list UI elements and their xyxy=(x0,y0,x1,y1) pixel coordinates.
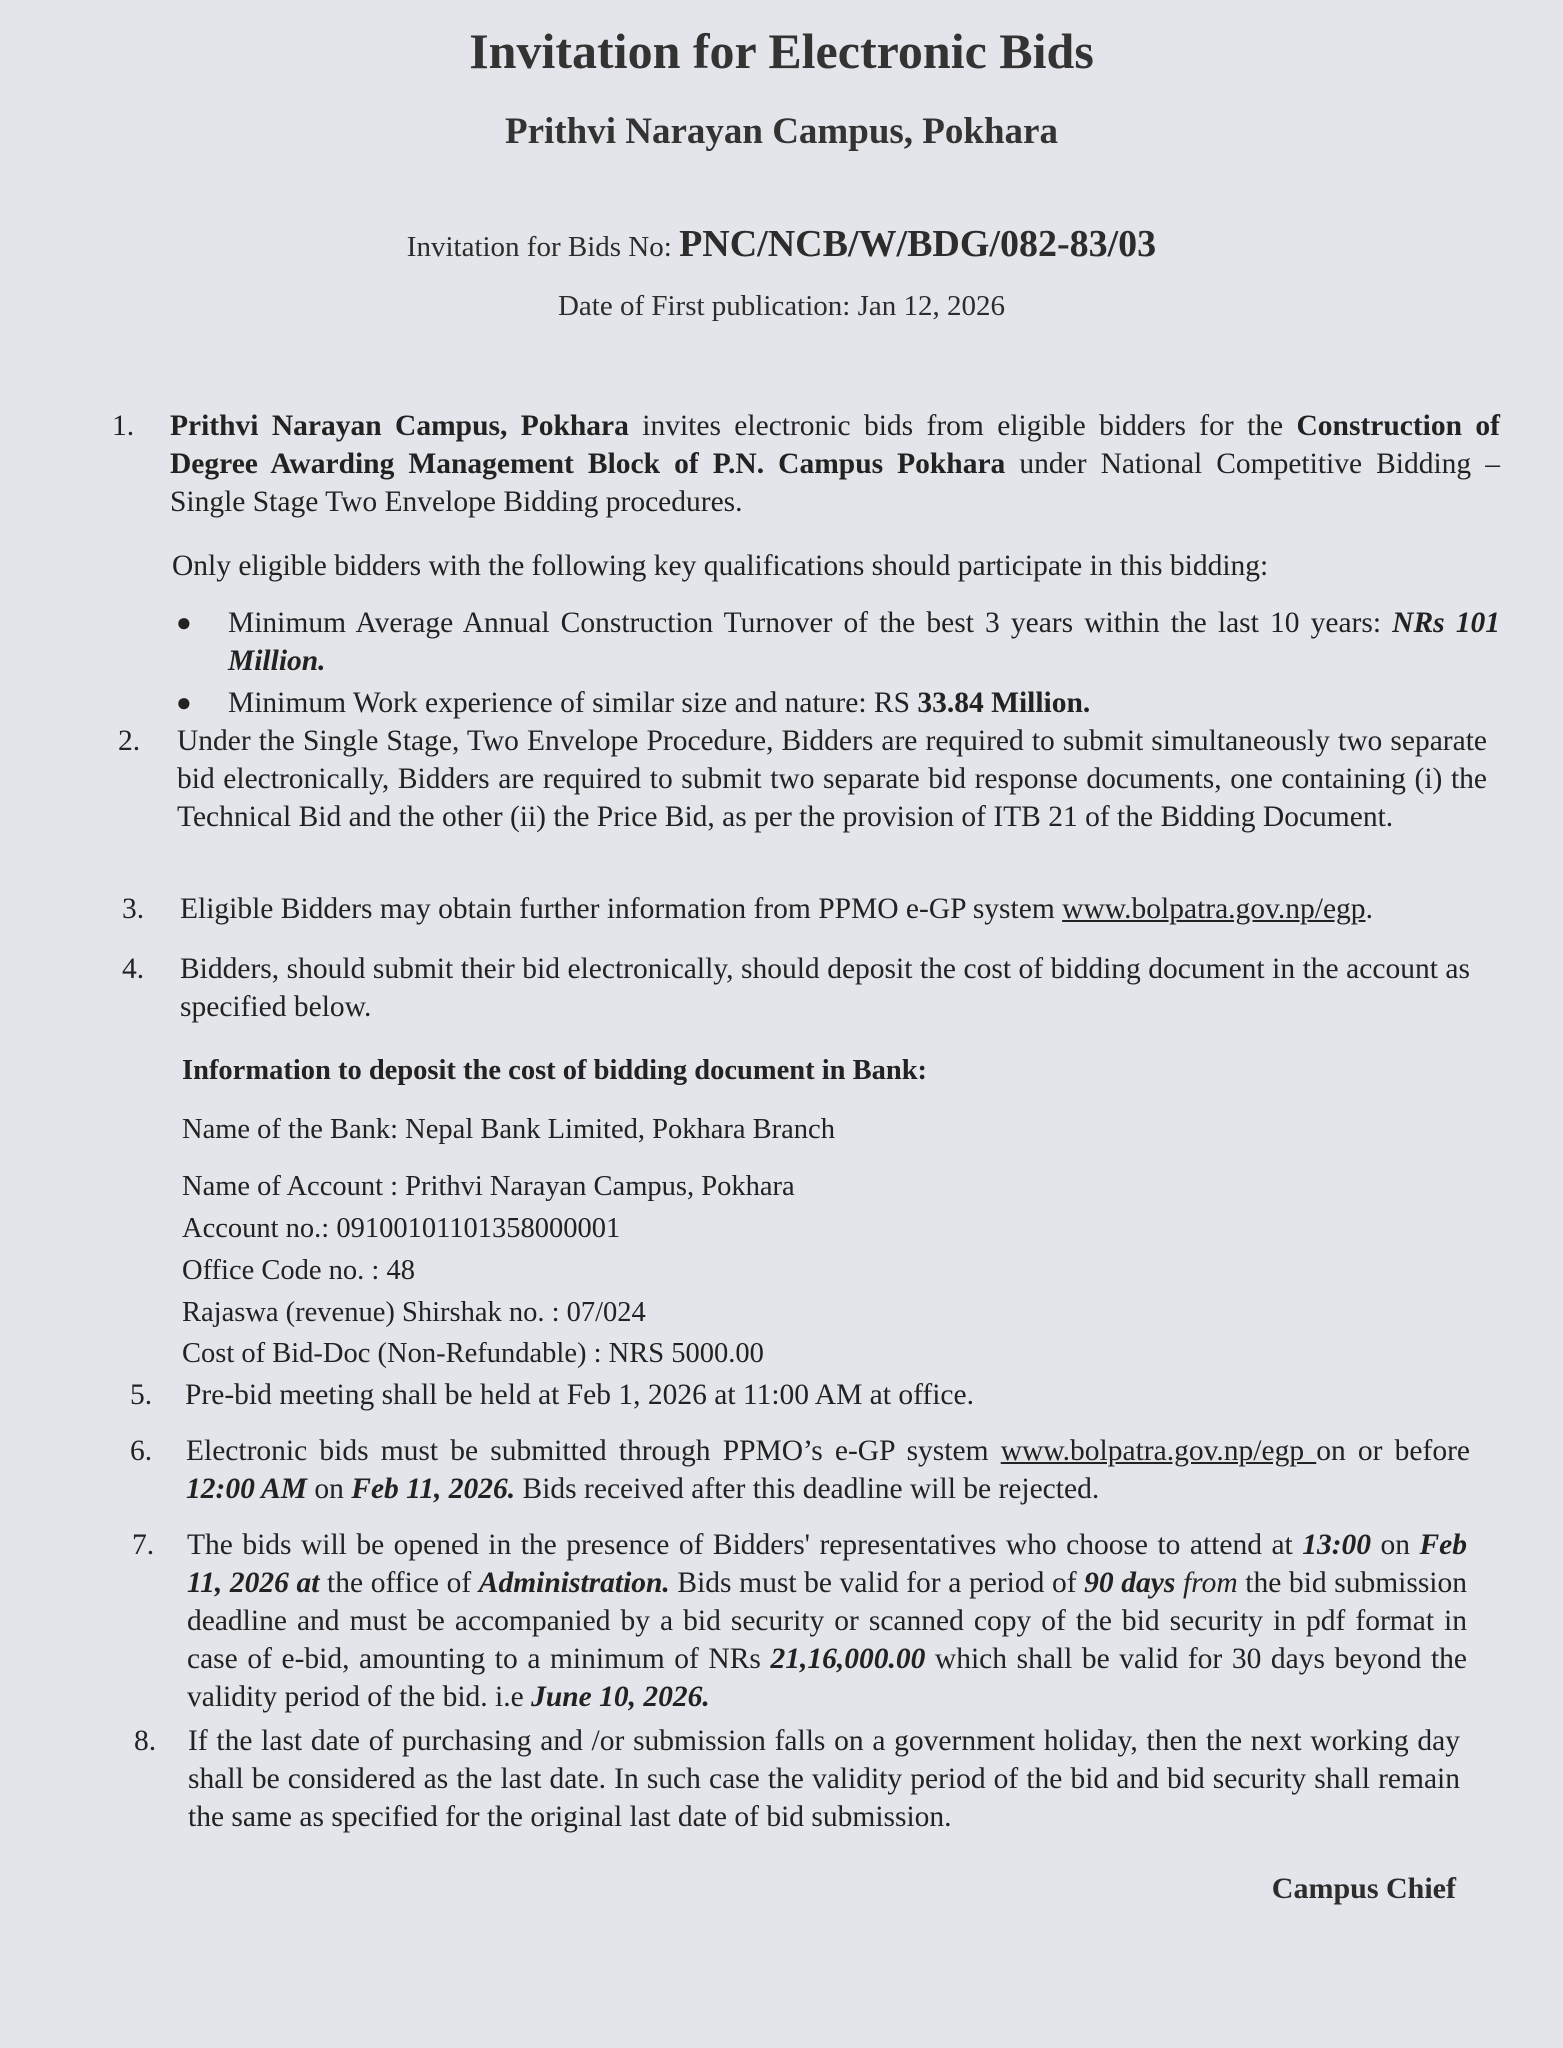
item-6-part: Electronic bids must be submitted through PPMO’s e-GP system xyxy=(186,1435,1001,1467)
signatory: Campus Chief xyxy=(1271,1872,1456,1905)
bid-number-label: Invitation for Bids No: xyxy=(406,231,680,263)
project-name: Construction of Degree Awarding Management Block of P.N. Campus Pokhara xyxy=(170,410,1500,480)
item-1-part: invites electronic bids from eligible bidders for the xyxy=(628,410,1297,442)
item-number: 8. xyxy=(134,1725,157,1757)
item-3-text xyxy=(180,890,1490,928)
validity-days: 90 days xyxy=(1084,1567,1176,1599)
campus-name: Prithvi Narayan Campus, Pokhara xyxy=(170,410,629,442)
opening-office: Administration. xyxy=(478,1567,670,1599)
item-6-text xyxy=(186,1432,1470,1508)
item-6-part: on or before xyxy=(1316,1435,1470,1467)
deadline-date: Feb 11, 2026. xyxy=(351,1473,516,1505)
item-2-text: Under the Single Stage, Two Envelope Procedure, Bidders are required to submit simultaneously two separate bid electronically, Bidders are required to submit two separate bid response documents, one containing (i) the Technical Bid and the other (ii) the Price Bid, as per the provision of ITB 21 of the Bidding Document. xyxy=(177,725,1487,833)
account-name: Name of Account : Prithvi Narayan Campus, Pokhara xyxy=(182,1171,795,1202)
qualification-intro: Only eligible bidders with the following key qualifications should participate in this bidding: xyxy=(172,550,1269,582)
item-7-part: the bid submission deadline and must be accompanied by a bid security or scanned copy of the bid security in pdf format in case of e-bid, amounting to a minimum of NRs xyxy=(187,1567,1468,1675)
bid-doc-cost: Cost of Bid-Doc (Non-Refundable) : NRS 5000.00 xyxy=(182,1338,764,1369)
bank-info-heading: Information to deposit the cost of bidding document in Bank: xyxy=(182,1055,928,1086)
item-6-part: on xyxy=(307,1473,352,1505)
item-1-text xyxy=(170,407,1500,521)
qualification-experience xyxy=(228,684,1500,722)
bid-security-amount: 21,16,000.00 xyxy=(770,1643,926,1675)
bullet-icon: ● xyxy=(176,688,192,717)
institution-name: Prithvi Narayan Campus, Pokhara xyxy=(505,111,1058,152)
experience-value: 33.84 Million. xyxy=(917,687,1091,719)
item-5-text: Pre-bid meeting shall be held at Feb 1, 2026 at 11:00 AM at office. xyxy=(185,1379,974,1411)
item-7-part: Bids must be valid for a period of xyxy=(669,1567,1085,1599)
bid-validity-date: June 10, 2026. xyxy=(531,1681,710,1713)
item-3-part: Eligible Bidders may obtain further information from PPMO e-GP system xyxy=(180,893,1063,925)
publication-date-line xyxy=(0,290,1563,323)
bid-number: PNC/NCB/W/BDG/082-83/03 xyxy=(679,223,1157,265)
item-7-part: which shall be valid for 30 days beyond the validity period of the bid. i.e xyxy=(187,1643,1467,1713)
validity-from: from xyxy=(1175,1567,1238,1599)
item-3-part: . xyxy=(1365,893,1373,925)
office-code: Office Code no. : 48 xyxy=(182,1255,415,1286)
item-number: 4. xyxy=(122,953,145,985)
publication-date-label: Date of First publication: xyxy=(557,290,858,322)
item-7-part: The bids will be opened in the presence of Bidders' representatives who choose to attend at xyxy=(187,1529,1303,1561)
deadline-time: 12:00 AM xyxy=(186,1473,308,1505)
bolpatra-link[interactable]: www.bolpatra.gov.np/egp xyxy=(1062,893,1366,925)
bullet-icon: ● xyxy=(176,608,192,637)
item-1-part: under National Competitive Bidding – Single Stage Two Envelope Bidding procedures. xyxy=(170,448,1500,518)
item-6-part: Bids received after this deadline will be rejected. xyxy=(515,1473,1100,1505)
qualification-turnover xyxy=(228,604,1500,680)
opening-date: Feb 11, 2026 at xyxy=(187,1529,1468,1599)
item-7-part: the office of xyxy=(319,1567,479,1599)
account-number: Account no.: 09100101101358000001 xyxy=(182,1213,621,1244)
bolpatra-link[interactable]: www.bolpatra.gov.np/egp xyxy=(1000,1435,1317,1467)
item-7-text xyxy=(187,1526,1467,1716)
item-8-text: If the last date of purchasing and /or submission falls on a government holiday, then the next working day shall be considered as the last date. In such case the validity period of the bid and bid security shall remain the same as specified for the original last date of bid submission. xyxy=(188,1725,1460,1833)
publication-date: Jan 12, 2026 xyxy=(857,290,1006,322)
opening-time: 13:00 xyxy=(1302,1529,1372,1561)
item-7-part: on xyxy=(1371,1529,1420,1561)
revenue-head: Rajaswa (revenue) Shirshak no. : 07/024 xyxy=(182,1297,646,1328)
item-number: 5. xyxy=(130,1379,153,1411)
item-number: 2. xyxy=(118,725,141,757)
item-number: 1. xyxy=(112,410,135,442)
item-number: 7. xyxy=(132,1529,155,1561)
item-number: 6. xyxy=(130,1435,153,1467)
notice-title: Invitation for Electronic Bids xyxy=(469,23,1094,79)
item-4-text: Bidders, should submit their bid electronically, should deposit the cost of bidding document in the account as specified below. xyxy=(180,953,1470,1023)
turnover-value: NRs 101 Million. xyxy=(228,607,1500,677)
qualification-text: Minimum Average Annual Construction Turnover of the best 3 years within the last 10 years: xyxy=(228,607,1393,639)
item-number: 3. xyxy=(122,893,145,925)
bank-name: Name of the Bank: Nepal Bank Limited, Pokhara Branch xyxy=(182,1114,835,1145)
qualification-text: Minimum Work experience of similar size and nature: RS xyxy=(228,687,918,719)
bid-number-line xyxy=(0,222,1563,266)
